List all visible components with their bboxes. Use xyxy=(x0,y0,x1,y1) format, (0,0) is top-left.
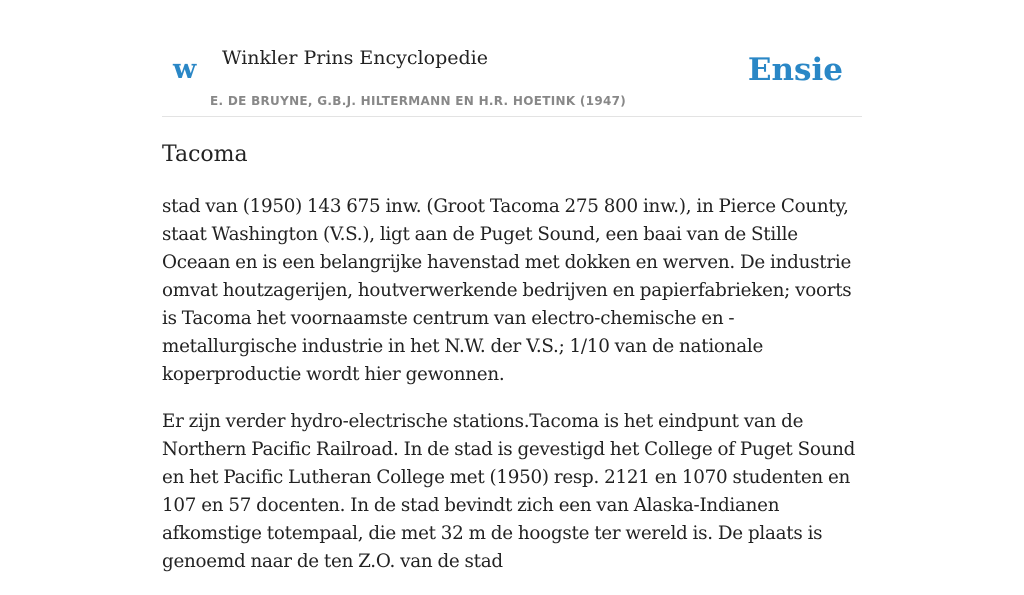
article-body xyxy=(162,193,862,576)
publication-header xyxy=(162,0,862,117)
publication-title[interactable]: Winkler Prins Encyclopedie xyxy=(222,47,488,69)
article-title: Tacoma xyxy=(162,142,248,167)
ensie-logo-link[interactable]: Ensie xyxy=(747,52,843,88)
article-paragraph: Er zijn verder hydro-electrische stations.Tacoma is het eindpunt van de Northern Pacific Railroad. In de stad is gevestigd het College of Puget Sound en het Pacific Lutheran College met (1950) resp. 2121 en 1070 studenten en 107 en 57 docenten. In de stad bevindt zich een van Alaska-Indianen afkomstige totempaal, die met 32 m de hoogste ter wereld is. De plaats is genoemd naar de ten Z.O. van de stad xyxy=(162,411,856,572)
article xyxy=(162,138,862,595)
article-paragraph: stad van (1950) 143 675 inw. (Groot Tacoma 275 800 inw.), in Pierce County, staat Washington (V.S.), ligt aan de Puget Sound, een baai van de Stille Oceaan en is een belangrijke havenstad met dokken en werven. De industrie omvat houtzagerijen, houtverwerkende bedrijven en papierfabrieken; voorts is Tacoma het voornaamste centrum van electro-chemische en -metallurgische industrie in het N.W. der V.S.; 1/10 van de nationale koperproductie wordt hier gewonnen. xyxy=(162,196,852,385)
publication-logo-icon[interactable]: w xyxy=(173,54,197,85)
publication-authors: E. DE BRUYNE, G.B.J. HILTERMANN EN H.R. HOETINK (1947) xyxy=(210,94,627,108)
